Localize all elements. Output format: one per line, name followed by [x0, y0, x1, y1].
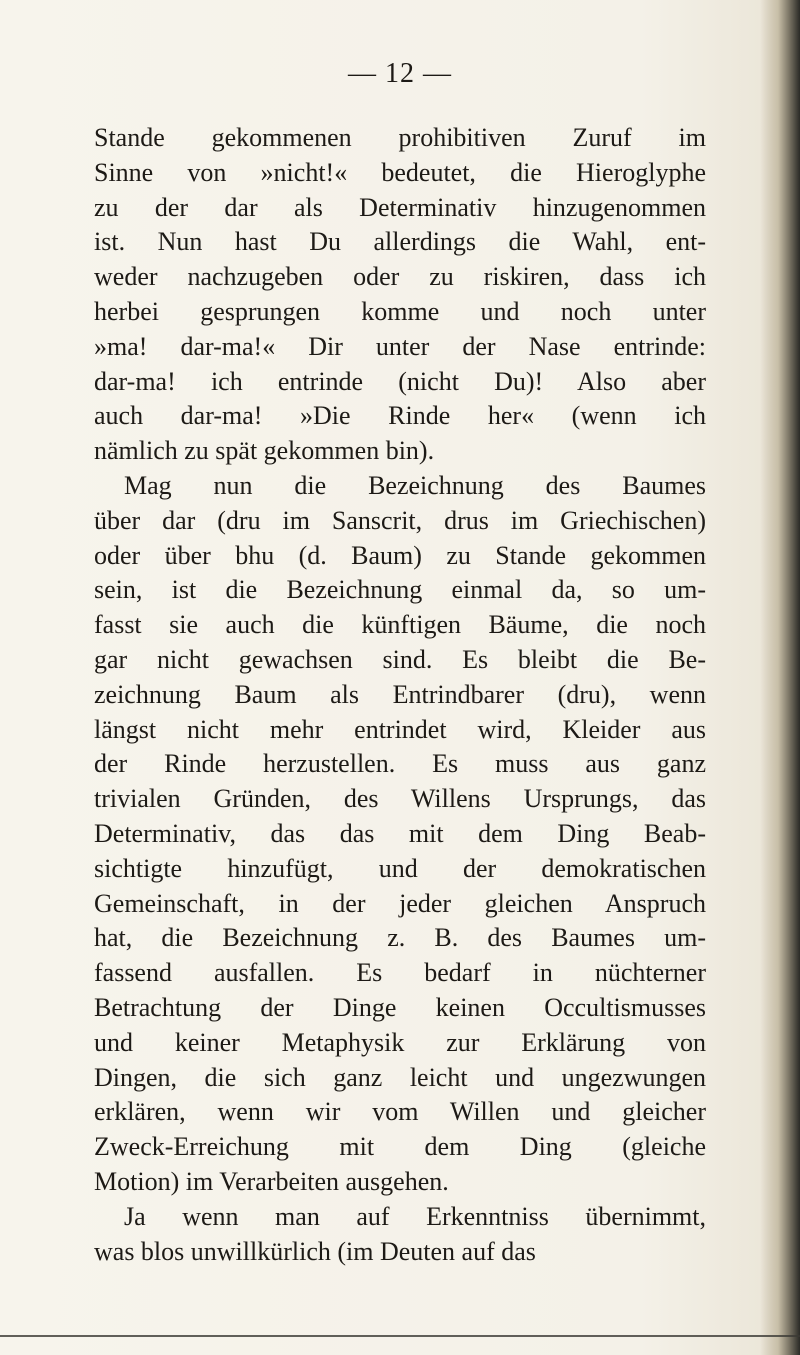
text-line: ist. Nun hast Du allerdings die Wahl, ent-	[94, 227, 706, 257]
text-line: über dar (dru im Sanscrit, drus im Griechischen)	[94, 505, 706, 535]
text-line: nämlich zu spät gekommen bin).	[94, 436, 435, 466]
text-line: fasst sie auch die künftigen Bäume, die noch	[94, 610, 706, 640]
text-line: gar nicht gewachsen sind. Es bleibt die Be-	[94, 644, 706, 674]
text-line: herbei gesprungen komme und noch unter	[94, 296, 706, 326]
text-line: Sinne von »nicht!« bedeutet, die Hieroglyphe	[94, 157, 706, 187]
text-line: auch dar-ma! »Die Rinde her« (wenn ich	[94, 401, 706, 431]
page-spine-shadow	[760, 0, 800, 1355]
text-line: weder nachzugeben oder zu riskiren, dass ich	[94, 262, 706, 292]
text-line: längst nicht mehr entrindet wird, Kleider aus	[94, 714, 706, 744]
page-number: — 12 —	[348, 58, 452, 89]
text-line: Determinativ, das das mit dem Ding Beab-	[94, 818, 706, 848]
text-line: und keiner Metaphysik zur Erklärung von	[94, 1027, 706, 1057]
text-line: erklären, wenn wir vom Willen und gleicher	[94, 1097, 706, 1127]
text-line: sichtigte hinzufügt, und der demokratischen	[94, 853, 706, 883]
text-line: Betrachtung der Dinge keinen Occultismusses	[94, 992, 706, 1022]
text-line: Zweck-Erreichung mit dem Ding (gleiche	[94, 1132, 706, 1162]
text-line: Motion) im Verarbeiten ausgehen.	[94, 1166, 449, 1196]
text-line: dar-ma! ich entrinde (nicht Du)! Also aber	[94, 366, 706, 396]
text-line: Dingen, die sich ganz leicht und ungezwungen	[94, 1062, 706, 1092]
text-line: oder über bhu (d. Baum) zu Stande gekommen	[94, 540, 706, 570]
text-line: Gemeinschaft, in der jeder gleichen Anspruch	[94, 888, 706, 918]
text-line: »ma! dar-ma!« Dir unter der Nase entrinde:	[94, 331, 706, 361]
body-text	[94, 121, 706, 1269]
text-line: was blos unwillkürlich (im Deuten auf das	[94, 1236, 536, 1266]
text-line: fassend ausfallen. Es bedarf in nüchterner	[94, 958, 706, 988]
text-line: hat, die Bezeichnung z. B. des Baumes um-	[94, 923, 706, 953]
text-line: trivialen Gründen, des Willens Ursprungs, das	[94, 784, 706, 814]
text-line: Stande gekommenen prohibitiven Zuruf im	[94, 123, 706, 152]
text-line: zu der dar als Determinativ hinzugenommen	[94, 192, 706, 222]
text-line: Ja wenn man auf Erkenntniss übernimmt,	[124, 1201, 706, 1231]
text-line: der Rinde herzustellen. Es muss aus ganz	[94, 749, 706, 779]
text-line: Mag nun die Bezeichnung des Baumes	[124, 470, 706, 500]
text-line: sein, ist die Bezeichnung einmal da, so um-	[94, 575, 706, 605]
page-bottom-edge	[0, 1335, 800, 1337]
text-line: zeichnung Baum als Entrindbarer (dru), wenn	[94, 679, 706, 709]
